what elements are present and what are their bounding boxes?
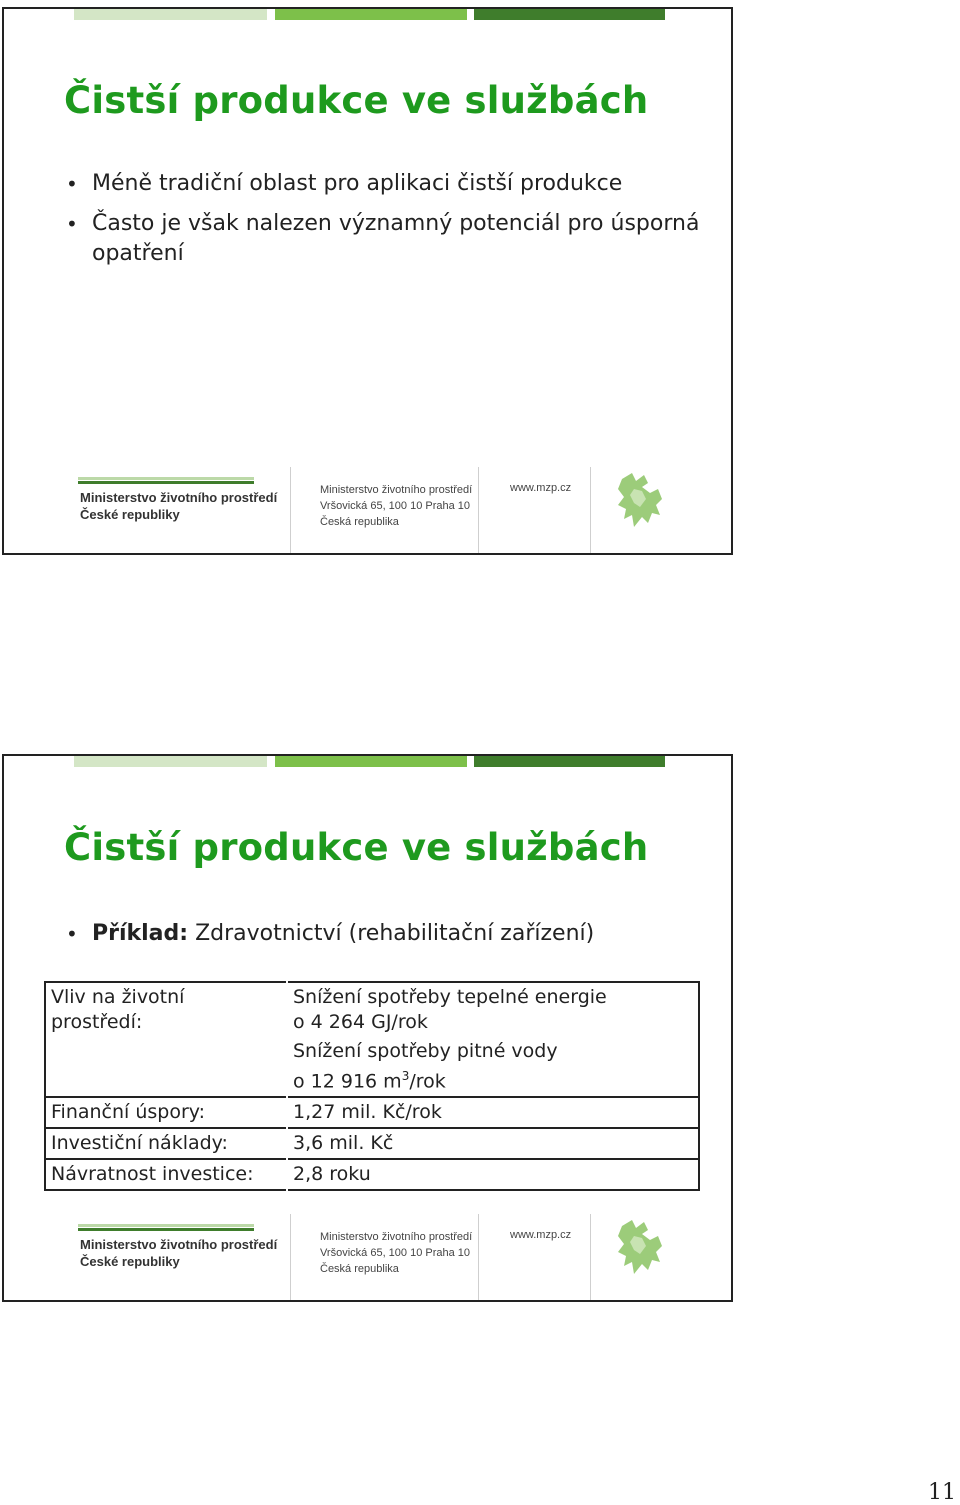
slide-footer (4, 1214, 731, 1300)
address-line: Česká republika (320, 1263, 399, 1275)
ministry-name: Ministerstvo životního prostředí (80, 490, 278, 505)
ministry-logo-text (80, 489, 277, 523)
top-accent-bar-mid (275, 9, 467, 20)
value-line (293, 1064, 693, 1094)
row-label: Investiční náklady: (45, 1128, 287, 1159)
results-table (44, 981, 700, 1191)
superscript: 3 (401, 1069, 410, 1083)
logo-accent-bar (78, 1228, 254, 1231)
footer-divider (590, 467, 591, 553)
table-row (45, 1159, 699, 1190)
footer-divider (590, 1214, 591, 1300)
bullet-item: • Často je však nalezen významný potenciál pro úsporná opatření (64, 209, 704, 269)
slide-2 (2, 754, 733, 1302)
footer-website: www.mzp.cz (510, 1229, 572, 1241)
address-line: Vršovická 65, 100 10 Praha 10 (320, 500, 471, 512)
table-row (45, 982, 699, 1097)
value-text: /rok (409, 1070, 446, 1093)
slide-title: Čistší produkce ve službách (64, 826, 649, 869)
ministry-logo-text (80, 1236, 277, 1270)
value-line: Snížení spotřeby pitné vody (293, 1040, 558, 1062)
address-line: Česká republika (320, 516, 399, 528)
footer-divider (290, 467, 291, 553)
bullet-text: Zdravotnictví (rehabilitační zařízení) (188, 921, 595, 946)
value-line: Snížení spotřeby tepelné energie (293, 986, 607, 1008)
bullet-list (64, 169, 704, 279)
footer-website: www.mzp.cz (510, 482, 572, 494)
address-line: Ministerstvo životního prostředí (320, 1231, 473, 1243)
ministry-country: České republiky (80, 1254, 180, 1269)
ministry-name: Ministerstvo životního prostředí (80, 1237, 278, 1252)
value-line: o 4 264 GJ/rok (293, 1011, 428, 1033)
footer-divider (290, 1214, 291, 1300)
row-value: 3,6 mil. Kč (287, 1128, 699, 1159)
top-accent-bar-light (74, 9, 267, 20)
logo-accent-bar (78, 481, 254, 484)
footer-address (320, 482, 472, 530)
row-value: 2,8 roku (287, 1159, 699, 1190)
top-accent-bar-dark (474, 9, 665, 20)
top-accent-bar-mid (275, 756, 467, 767)
top-accent-bar-light (74, 756, 267, 767)
footer-divider (478, 467, 479, 553)
bullet-item (64, 919, 704, 949)
lion-emblem-icon (612, 469, 670, 533)
slide-1 (2, 7, 733, 555)
top-accent-bar-dark (474, 756, 665, 767)
logo-accent-bar (78, 477, 254, 480)
table-row (45, 1097, 699, 1128)
address-line: Vršovická 65, 100 10 Praha 10 (320, 1247, 471, 1259)
page-number: 11 (928, 1480, 956, 1505)
bullet-label: Příklad: (92, 921, 189, 946)
address-line: Ministerstvo životního prostředí (320, 484, 473, 496)
bullet-item: • Méně tradiční oblast pro aplikaci čistší produkce (64, 169, 704, 199)
lion-emblem-icon (612, 1216, 670, 1280)
row-value (287, 982, 699, 1097)
slide-footer (4, 467, 731, 553)
table-row (45, 1128, 699, 1159)
footer-divider (478, 1214, 479, 1300)
row-label: Finanční úspory: (45, 1097, 287, 1128)
logo-accent-bar (78, 1224, 254, 1227)
footer-address (320, 1229, 472, 1277)
row-label: Vliv na životní prostředí: (45, 982, 287, 1097)
ministry-country: České republiky (80, 507, 180, 522)
bullet-list (64, 919, 704, 959)
row-label: Návratnost investice: (45, 1159, 287, 1190)
row-value: 1,27 mil. Kč/rok (287, 1097, 699, 1128)
value-text: o 12 916 m (293, 1070, 402, 1093)
slide-title: Čistší produkce ve službách (64, 79, 649, 122)
